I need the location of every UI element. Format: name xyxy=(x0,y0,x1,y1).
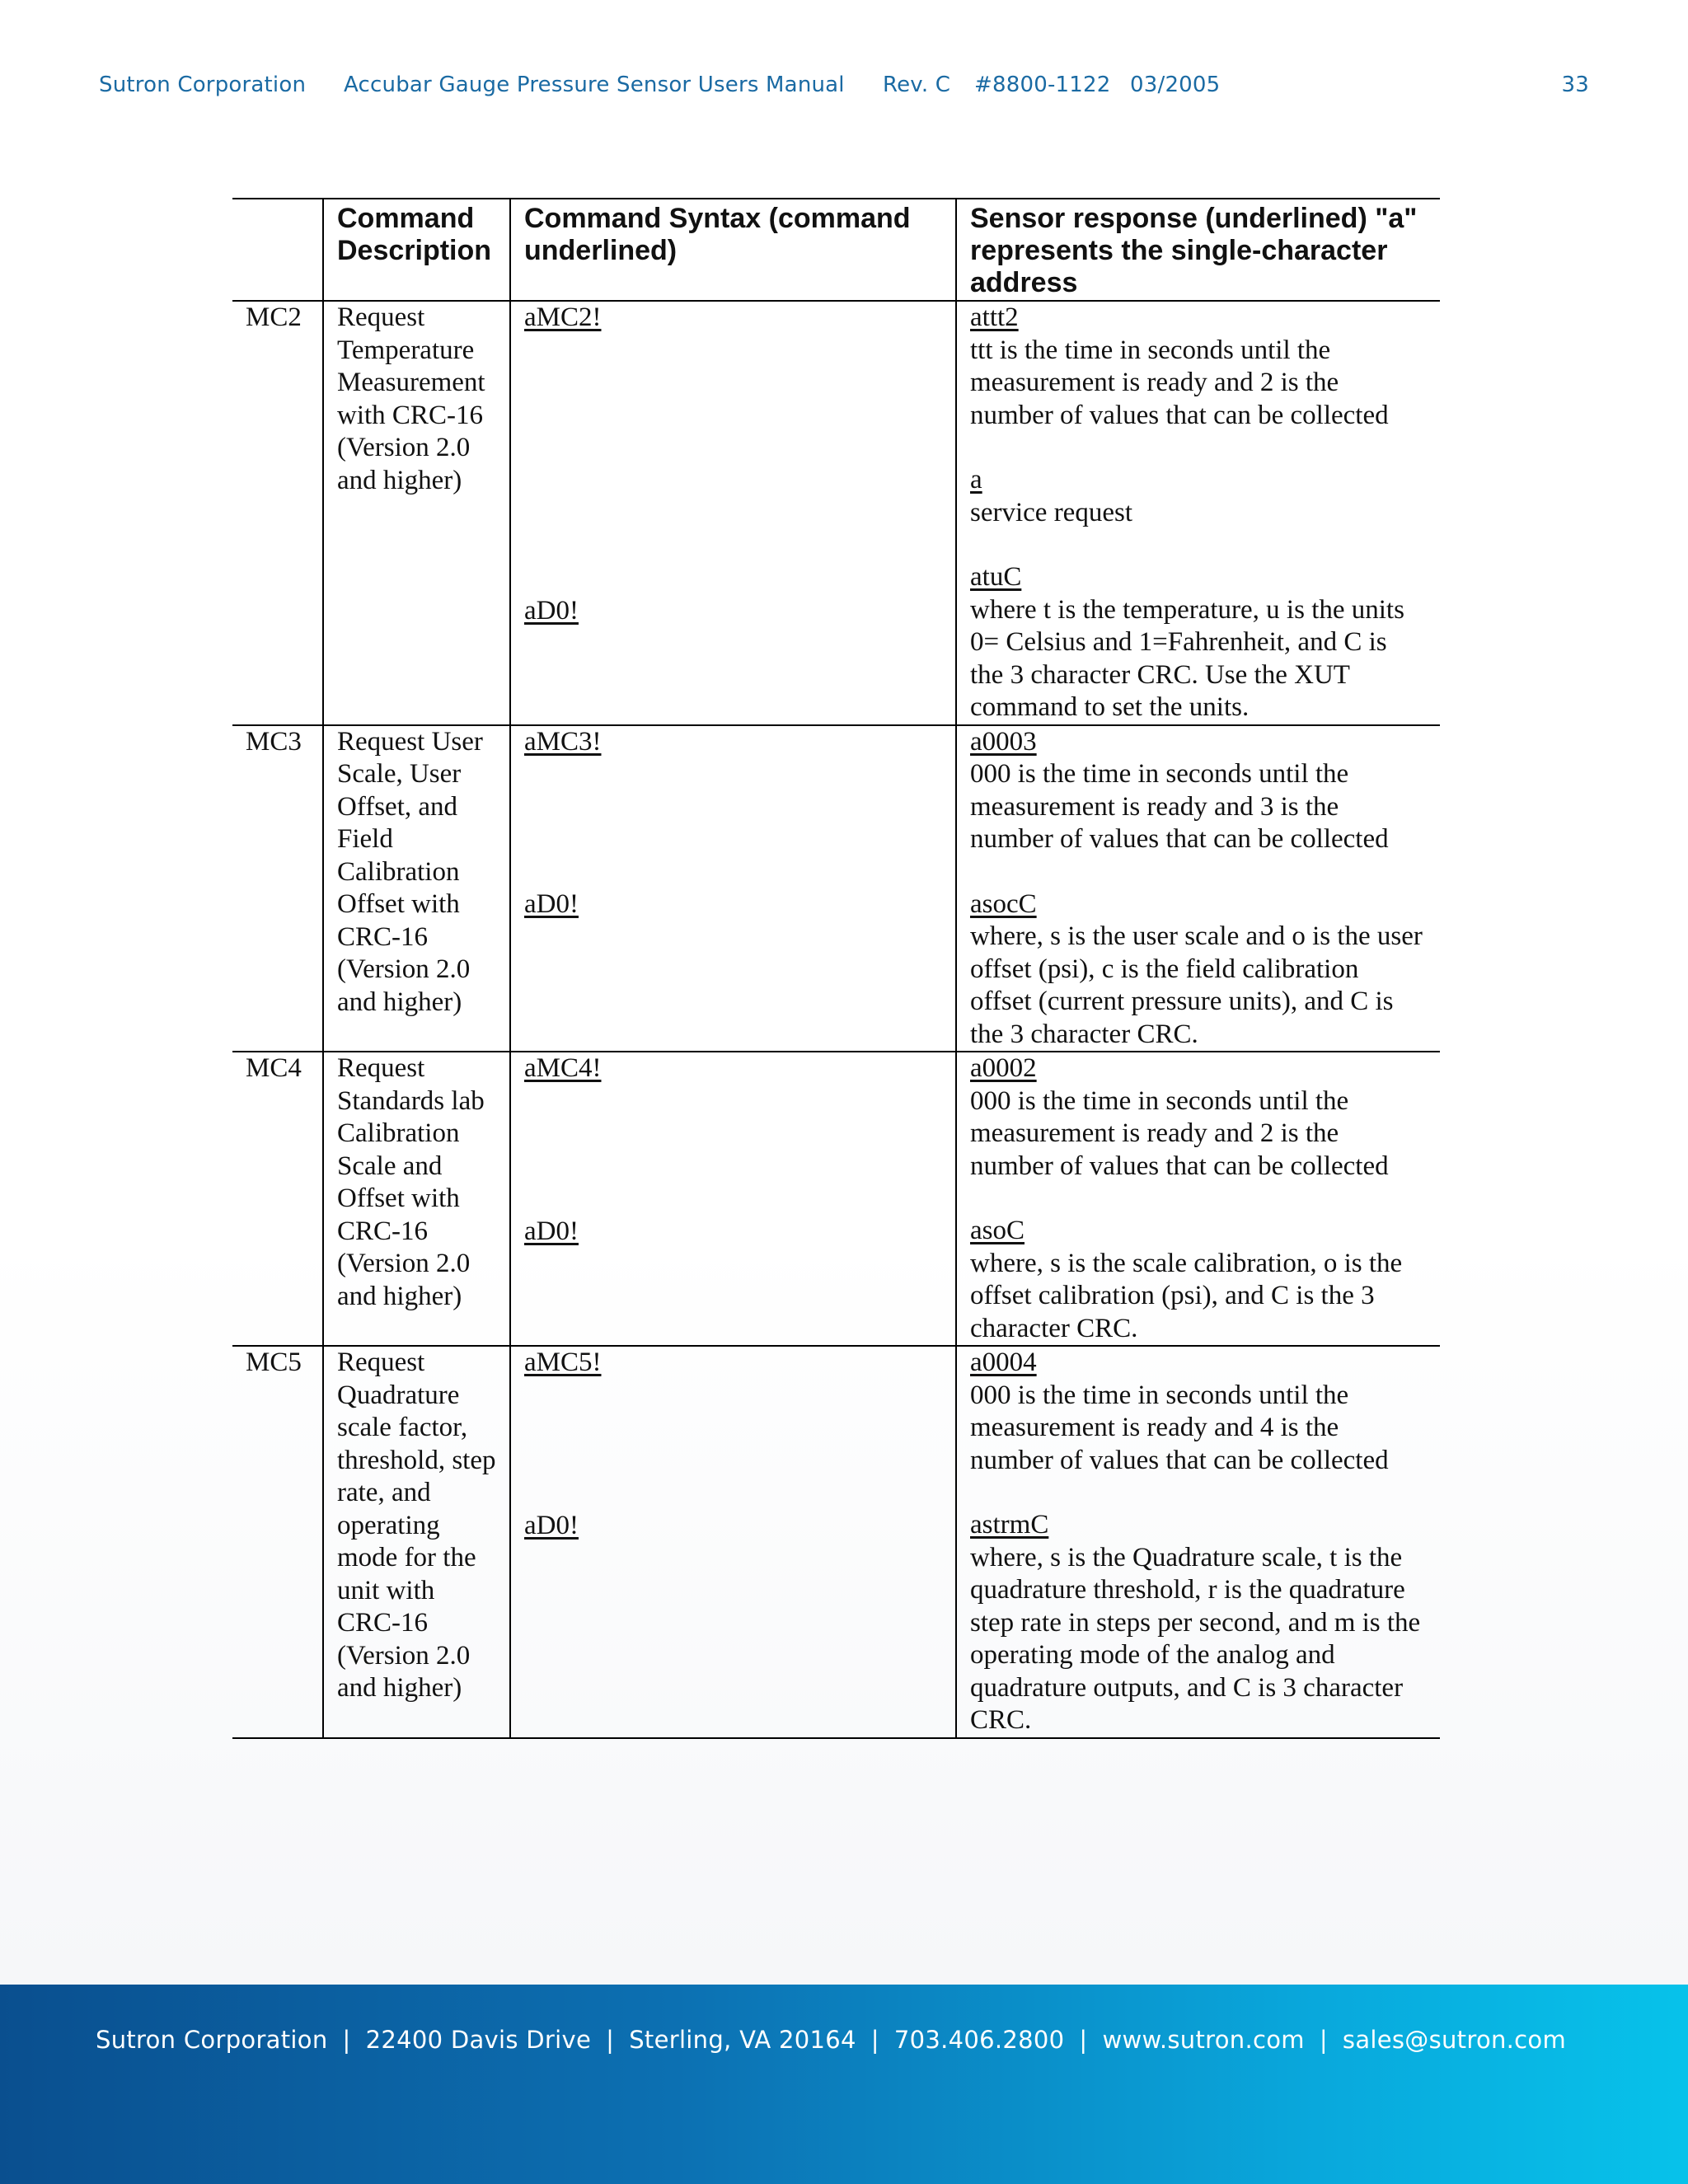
table-row xyxy=(232,1052,1440,1346)
response-code: a0003 xyxy=(970,726,1037,757)
command-syntax-measure: aMC3! xyxy=(524,726,602,757)
command-code: MC3 xyxy=(246,726,302,757)
command-syntax-measure: aMC2! xyxy=(524,302,602,332)
sensor-response xyxy=(956,1052,1440,1346)
command-description: Request Standards lab Calibration Scale and Offset with CRC-16 (Version 2.0 and higher) xyxy=(323,1052,510,1346)
response-description: ttt is the time in seconds until the measurement is ready and 2 is the number of values that can be collected xyxy=(970,335,1389,430)
response-code: attt2 xyxy=(970,302,1019,332)
command-syntax xyxy=(510,725,956,1052)
command-syntax-measure: aMC4! xyxy=(524,1053,602,1083)
footer-phone: 703.406.2800 xyxy=(893,2026,1065,2054)
response-description: where t is the temperature, u is the units 0= Celsius and 1=Fahrenheit, and C is the 3 character CRC. Use the XUT command to set the units. xyxy=(970,594,1404,722)
response-description: where, s is the scale calibration, o is the offset calibration (psi), and C is the 3 character CRC. xyxy=(970,1248,1403,1343)
header-manual-title: Accubar Gauge Pressure Sensor Users Manual xyxy=(344,73,845,97)
footer-company: Sutron Corporation xyxy=(96,2026,328,2054)
header-page-number: 33 xyxy=(1561,73,1589,97)
footer-city: Sterling, VA 20164 xyxy=(629,2026,856,2054)
sensor-response xyxy=(956,725,1440,1052)
header-sensor-response: Sensor response (underlined) "a" represents the single-character address xyxy=(956,199,1440,301)
command-description: Request Temperature Measurement with CRC-16 (Version 2.0 and higher) xyxy=(323,301,510,725)
command-code: MC4 xyxy=(246,1053,302,1083)
footer-website-link[interactable]: www.sutron.com xyxy=(1102,2026,1305,2054)
command-code: MC2 xyxy=(246,302,302,332)
command-syntax xyxy=(510,1052,956,1346)
sensor-response xyxy=(956,301,1440,725)
table-row xyxy=(232,725,1440,1052)
footer-separator: | xyxy=(870,2026,879,2054)
command-syntax xyxy=(510,1346,956,1738)
command-syntax-measure: aMC5! xyxy=(524,1347,602,1377)
command-syntax xyxy=(510,301,956,725)
header-command-description: Command Description xyxy=(323,199,510,301)
header-company: Sutron Corporation xyxy=(99,73,307,97)
footer-separator: | xyxy=(606,2026,615,2054)
header-doc-number: #8800-1122 xyxy=(974,73,1111,97)
command-syntax-data: aD0! xyxy=(524,1216,579,1246)
response-description: 000 is the time in seconds until the measurement is ready and 4 is the number of values that can be collected xyxy=(970,1380,1389,1475)
header-command-syntax: Command Syntax (command underlined) xyxy=(510,199,956,301)
table-header-row xyxy=(232,199,1440,301)
response-code: atuC xyxy=(970,562,1022,592)
command-syntax-data: aD0! xyxy=(524,1510,579,1540)
response-description: where, s is the user scale and o is the user offset (psi), c is the field calibration offset (current pressure units), and C is the 3 character CRC. xyxy=(970,921,1423,1049)
header-date: 03/2005 xyxy=(1130,73,1221,97)
footer-contact-line xyxy=(96,2026,1566,2054)
table-row xyxy=(232,301,1440,725)
header-revision: Rev. C xyxy=(883,73,951,97)
response-code: a0004 xyxy=(970,1347,1037,1377)
response-code: astrmC xyxy=(970,1510,1049,1540)
response-code: a xyxy=(970,465,982,494)
sensor-response xyxy=(956,1346,1440,1738)
command-table xyxy=(232,198,1440,1739)
response-description: service request xyxy=(970,497,1132,527)
footer-separator: | xyxy=(1319,2026,1328,2054)
footer-separator: | xyxy=(1079,2026,1088,2054)
footer-separator: | xyxy=(342,2026,351,2054)
footer-address: 22400 Davis Drive xyxy=(365,2026,592,2054)
response-code: asocC xyxy=(970,888,1037,919)
response-description: 000 is the time in seconds until the measurement is ready and 2 is the number of values that can be collected xyxy=(970,1085,1389,1181)
header-code-cell xyxy=(232,199,323,301)
response-description: where, s is the Quadrature scale, t is the quadrature threshold, r is the quadrature step rate in steps per second, and m is the operating mode of the analog and quadrature outputs, and C is 3 character CRC. xyxy=(970,1542,1421,1735)
response-code: a0002 xyxy=(970,1053,1037,1083)
response-code: asoC xyxy=(970,1216,1025,1245)
response-description: 000 is the time in seconds until the measurement is ready and 3 is the number of values that can be collected xyxy=(970,759,1389,854)
command-code: MC5 xyxy=(246,1347,302,1377)
command-description: Request User Scale, User Offset, and Field Calibration Offset with CRC-16 (Version 2.0 and higher) xyxy=(323,725,510,1052)
table-row xyxy=(232,1346,1440,1738)
command-syntax-data: aD0! xyxy=(524,889,579,919)
page-footer xyxy=(0,1985,1688,2184)
command-description: Request Quadrature scale factor, threshold, step rate, and operating mode for the unit with CRC-16 (Version 2.0 and higher) xyxy=(323,1346,510,1738)
command-syntax-data: aD0! xyxy=(524,595,579,626)
footer-email-link[interactable]: sales@sutron.com xyxy=(1342,2026,1567,2054)
